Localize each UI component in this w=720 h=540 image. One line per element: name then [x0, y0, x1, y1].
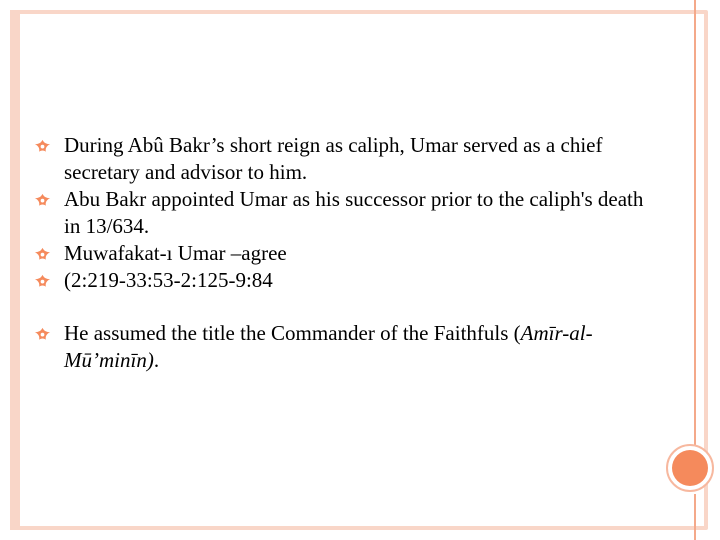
- decorative-vertical-line-bottom: [694, 494, 696, 540]
- fleur-icon: [34, 327, 51, 344]
- bullet-text-main: He assumed the title the Commander of the Faithfuls (: [64, 321, 521, 345]
- bullet-text: [64, 320, 654, 374]
- fleur-icon: [34, 193, 51, 210]
- fleur-icon: [34, 274, 51, 291]
- decorative-vertical-line: [694, 0, 696, 448]
- bullet-item: [34, 240, 654, 267]
- bullet-gap: [34, 294, 654, 320]
- fleur-icon: [34, 139, 51, 156]
- slide-content: [34, 132, 654, 374]
- fleur-icon: [34, 247, 51, 264]
- bullet-text: Abu Bakr appointed Umar as his successor prior to the caliph's death in 13/634.: [64, 187, 644, 238]
- bullet-item: [34, 267, 654, 294]
- bullet-text: Muwafakat-ı Umar –agree: [64, 241, 287, 265]
- bullet-text-suffix: .: [153, 348, 160, 372]
- bullet-item: [34, 320, 654, 374]
- bullet-text: During Abû Bakr’s short reign as caliph, Umar served as a chief secretary and advisor to him.: [64, 133, 603, 184]
- bullet-text: (2:219-33:53-2:125-9:84: [64, 268, 273, 292]
- slide-frame-left-bar: [10, 10, 20, 530]
- bullet-item: [34, 186, 654, 240]
- bullet-text-italic: Amīr-al-Mū’minīn): [64, 321, 593, 372]
- bullet-item: [34, 132, 654, 186]
- decorative-circle: [672, 450, 708, 486]
